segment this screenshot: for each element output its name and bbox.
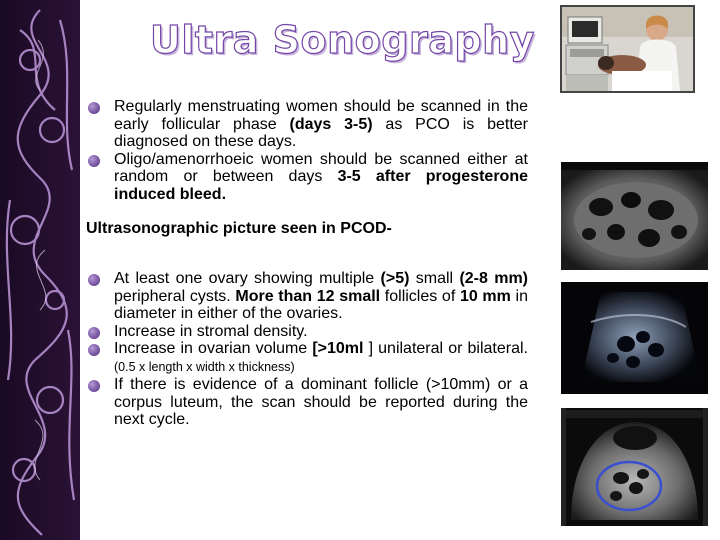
bullet-text [114,340,528,376]
bullet-text-run: in diameter in either of the ovaries. [114,287,528,322]
pcod-section-heading: Ultrasonographic picture seen in PCOD- [86,220,392,237]
bullet-dot-icon [88,380,100,392]
ultrasound-scan-image-2 [561,282,708,394]
bullet-text-run: Increase in stromal density. [114,322,308,340]
bullet-text-run: Oligo/amenorrhoeic women should be scanned either at random or between days [114,150,528,185]
bullet-dot-icon [88,344,100,356]
bullet-text [114,98,528,151]
bullet-text-run: small [409,270,460,287]
bullet-text-run: (0.5 x length x width x thickness) [114,359,295,374]
slide-title: Ultra Sonography [150,18,535,62]
bullet-item [86,151,528,204]
bullet-text [114,151,528,204]
bullet-item [86,270,528,323]
decorative-swirl-strip [0,0,80,540]
bullet-item [86,98,528,151]
bullet-text-run: (days 3-5) [289,115,373,133]
ultrasound-scan-image-3-annotated [561,408,708,526]
bullet-text-run: More than 12 small [235,287,381,305]
bullet-dot-icon [88,327,100,339]
bullet-text-run: At least one ovary showing multiple [114,270,381,287]
bullet-text-run: as PCO is better diagnosed on these days. [114,115,528,150]
bullet-item [86,323,528,341]
bullet-text [114,323,528,341]
bullet-item [86,376,528,429]
swirl-ornament-icon [0,0,80,540]
bullet-text-run: 3-5 after progesterone induced bleed. [114,168,529,203]
ultrasound-exam-photo [560,5,695,93]
bullet-dot-icon [88,155,100,167]
bullet-text-run: Increase in ovarian volume [114,340,313,357]
bullet-text-run: (>5) [380,270,410,287]
scan-timing-bullet-list [86,98,528,203]
bullet-dot-icon [88,274,100,286]
pcod-criteria-bullet-list [86,270,528,429]
bullet-text [114,376,528,429]
bullet-text-run: ] unilateral or bilateral. [368,340,529,357]
bullet-item [86,340,528,376]
bullet-text-run: (2-8 mm) [459,270,528,287]
bullet-text-run: If there is evidence of a dominant follicle (>10mm) or a corpus luteum, the scan should be reported during the next cycle. [114,376,528,428]
bullet-text-run: Regularly menstruating women should be scanned in the early follicular phase [114,98,528,133]
bullet-text-run: 10 mm [459,287,511,305]
bullet-text-run: peripheral cysts. [114,287,236,305]
bullet-text-run: follicles of [380,287,460,305]
bullet-dot-icon [88,102,100,114]
ultrasound-scan-image-1 [561,162,708,270]
bullet-text-run: [>10ml [312,340,369,357]
bullet-text [114,270,528,323]
